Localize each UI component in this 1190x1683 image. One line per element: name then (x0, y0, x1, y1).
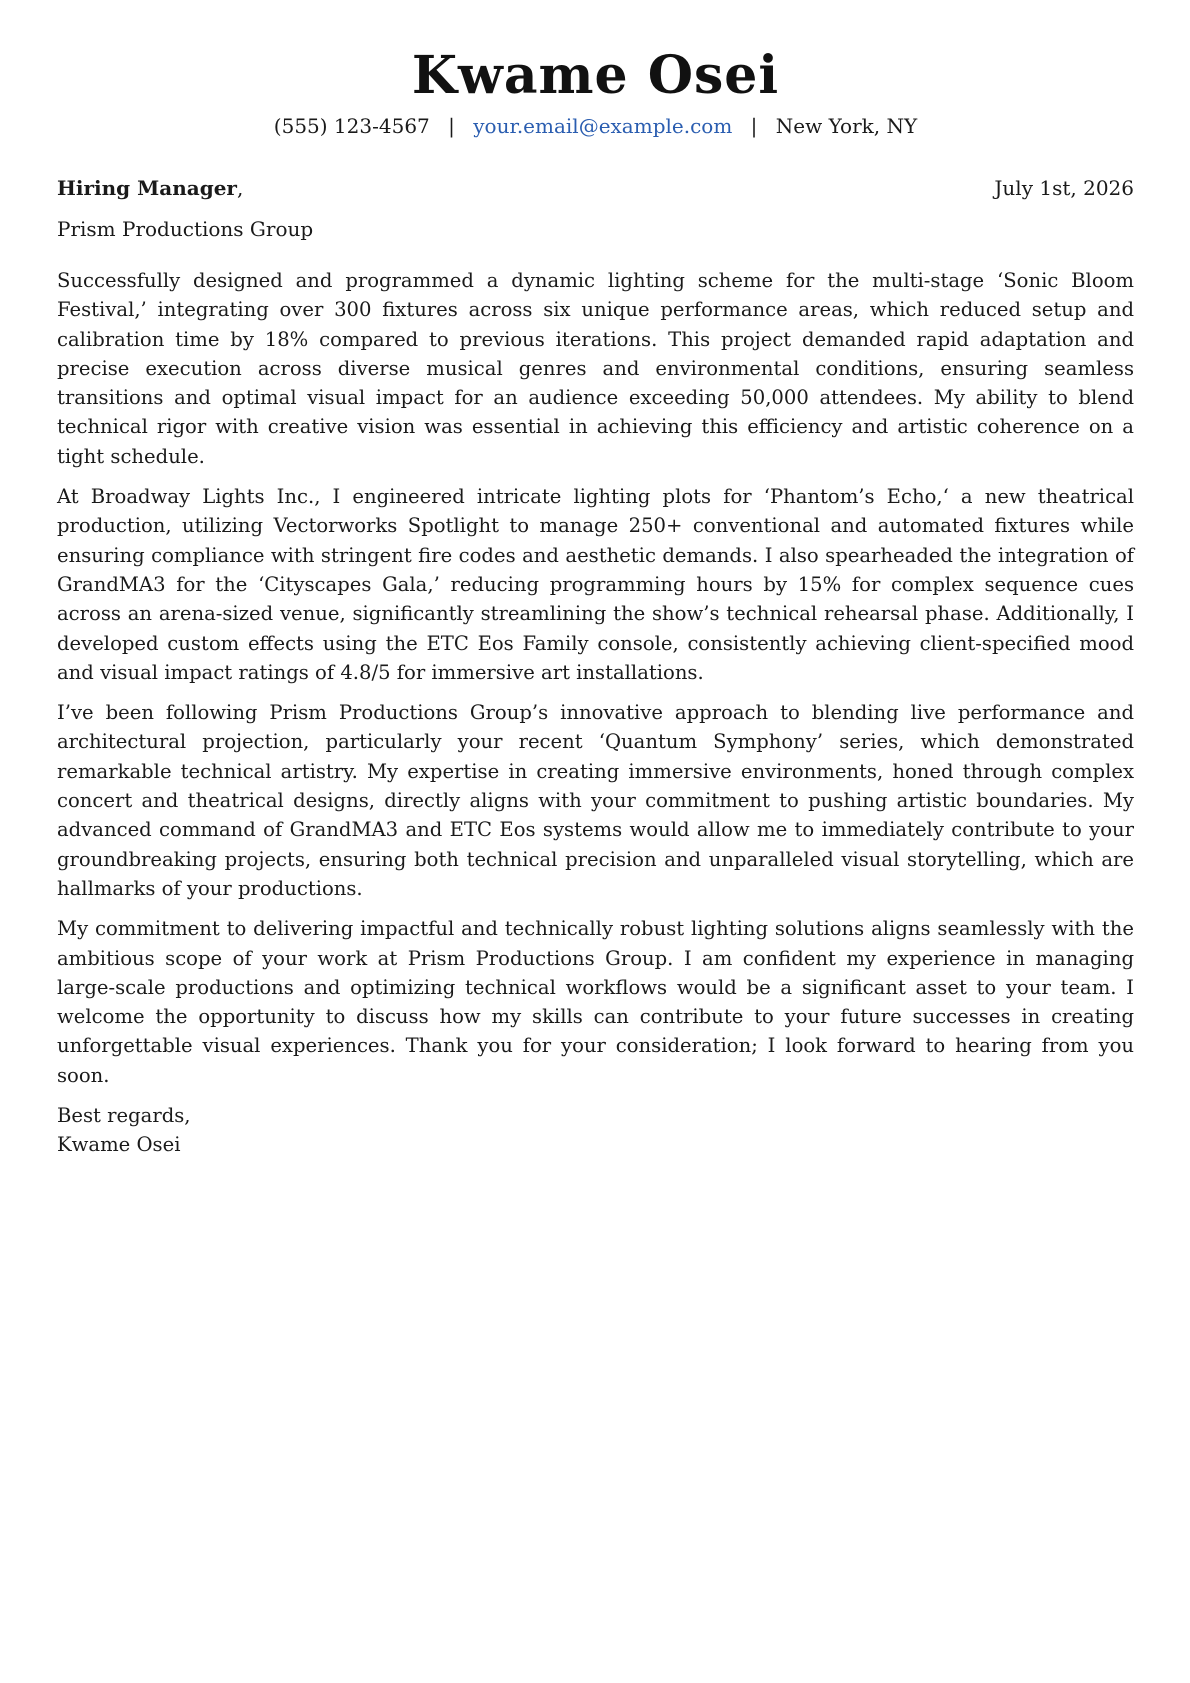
body-paragraph: My commitment to delivering impactful and technically robust lighting solutions aligns seamlessly with the ambitious scope of your work at Prism Productions Group. I am confident my experience in managing large-scale productions and optimizing technical workflows would be a significant asset to your team. I welcome the opportunity to discuss how my skills can contribute to your future successes in creating unforgettable visual experiences. Thank you for your consideration; I look forward to hearing from you soon. (57, 917, 1134, 1087)
body-paragraph: At Broadway Lights Inc., I engineered intricate lighting plots for ‘Phantom’s Echo,‘ a new theatrical production, utilizing Vectorworks Spotlight to manage 250+ conventional and automated fixtures while ensuring compliance with stringent fire codes and aesthetic demands. I also spearheaded the integration of GrandMA3 for the ‘Cityscapes Gala,’ reducing programming hours by 15% for complex sequence cues across an arena-sized venue, significantly streamlining the show’s technical rehearsal phase. Additionally, I developed custom effects using the ETC Eos Family console, consistently achieving client-specified mood and visual impact ratings of 4.8/5 for immersive art installations. (57, 485, 1134, 684)
letter-body (57, 266, 1134, 1090)
email-link[interactable]: your.email@example.com (473, 114, 733, 138)
recipient-name: Hiring Manager (57, 176, 237, 200)
applicant-name: Kwame Osei (411, 45, 780, 106)
recipient-suffix: , (236, 176, 244, 200)
contact-separator: | (750, 114, 758, 138)
body-paragraph: Successfully designed and programmed a dynamic lighting scheme for the multi-stage ‘Sonic Bloom Festival,’ integrating over 300 fixtures across six unique performance areas, which reduced setup and calibration time by 18% compared to previous iterations. This project demanded rapid adaptation and precise execution across diverse musical genres and environmental conditions, ensuring seamless transitions and optimal visual impact for an audience exceeding 50,000 attendees. My ability to blend technical rigor with creative vision was essential in achieving this efficiency and artistic coherence on a tight schedule. (57, 269, 1134, 468)
letter-closing (57, 1101, 1134, 1159)
phone-number: (555) 123-4567 (273, 114, 430, 138)
body-paragraph: I’ve been following Prism Productions Group’s innovative approach to blending live performance and architectural projection, particularly your recent ‘Quantum Symphony’ series, which demonstrated remarkable technical artistry. My expertise in creating immersive environments, honed through complex concert and theatrical designs, directly aligns with your commitment to pushing artistic boundaries. My advanced command of GrandMA3 and ETC Eos systems would allow me to immediately contribute to your groundbreaking projects, ensuring both technical precision and unparalleled visual storytelling, which are hallmarks of your productions. (57, 701, 1134, 900)
letter-header-row (57, 174, 1134, 202)
location: New York, NY (775, 114, 918, 138)
closing-phrase: Best regards, (57, 1104, 191, 1128)
cover-letter-page (57, 40, 1134, 1159)
company-name: Prism Productions Group (57, 217, 314, 241)
recipient (57, 174, 243, 202)
contact-line (57, 112, 1134, 140)
contact-separator: | (448, 114, 455, 138)
letter-date: July 1st, 2026 (994, 176, 1134, 200)
signature-name: Kwame Osei (57, 1133, 181, 1157)
